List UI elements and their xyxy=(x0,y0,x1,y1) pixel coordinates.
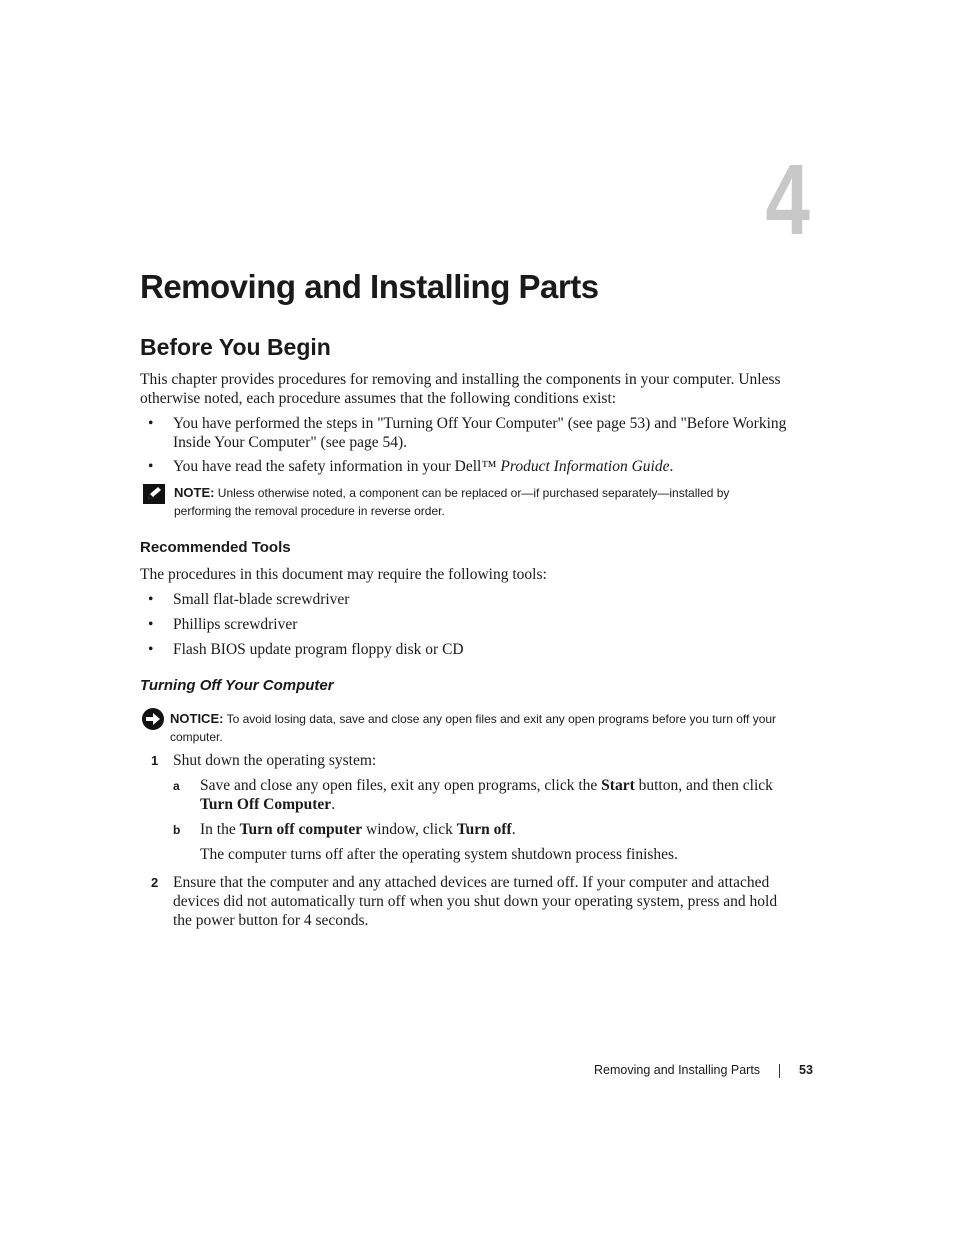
bullet: • xyxy=(148,458,154,475)
notice-callout xyxy=(170,710,780,746)
footer-separator xyxy=(779,1064,780,1078)
bullet: • xyxy=(148,616,154,633)
section-title: Before You Begin xyxy=(140,334,331,360)
pencil-note-icon xyxy=(143,484,165,504)
list-item xyxy=(148,615,798,634)
list-item xyxy=(148,590,798,609)
chapter-number: 4 xyxy=(765,144,810,256)
condition-text: You have performed the steps in "Turning Off Your Computer" (see page 53) and "Before Working Inside Your Computer" (see page 54). xyxy=(173,415,787,451)
chapter-title: Removing and Installing Parts xyxy=(140,268,599,305)
start-button-ref: Start xyxy=(601,777,635,794)
step-text: Ensure that the computer and any attached devices are turned off. If your computer and attached devices did not automatically turn off when you shut down your operating system, press and hold the power button for 4 seconds. xyxy=(173,874,778,929)
substep-text: Save and close any open files, exit any open programs, click the Start button, and then click Turn Off Computer. xyxy=(200,777,773,813)
turn-off-ref: Turn off xyxy=(456,821,512,838)
step-number: 1 xyxy=(151,753,159,768)
page-number: 53 xyxy=(799,1063,813,1077)
tool-item: Phillips screwdriver xyxy=(173,616,298,633)
list-item xyxy=(148,414,793,452)
list-item xyxy=(148,457,793,476)
substep-letter: a xyxy=(173,779,180,793)
bullet: • xyxy=(148,641,154,658)
notice-label: NOTICE: xyxy=(170,711,224,726)
tools-heading: Recommended Tools xyxy=(140,539,291,556)
tools-intro: The procedures in this document may require the following tools: xyxy=(140,566,547,583)
substep-text: In the Turn off computer window, click Turn off. xyxy=(200,821,516,838)
list-item xyxy=(148,640,798,659)
bullet: • xyxy=(148,415,154,432)
note-label: NOTE: xyxy=(174,485,215,500)
section-intro: This chapter provides procedures for removing and installing the components in your computer. Unless otherwise noted, each procedure assumes that the following conditions exist: xyxy=(140,371,781,407)
turn-off-heading: Turning Off Your Computer xyxy=(140,677,334,694)
note-callout xyxy=(174,484,784,520)
notice-text: To avoid losing data, save and close any open files and exit any open programs before you turn off your computer. xyxy=(170,712,777,744)
tool-item: Flash BIOS update program floppy disk or CD xyxy=(173,641,464,658)
notice-arrow-icon xyxy=(141,707,165,731)
condition-text: You have read the safety information in your Dell™ Product Information Guide. xyxy=(173,458,674,475)
substep-followup: The computer turns off after the operating system shutdown process finishes. xyxy=(200,846,678,863)
bullet: • xyxy=(148,591,154,608)
footer-title: Removing and Installing Parts xyxy=(594,1063,761,1077)
step-text: Shut down the operating system: xyxy=(173,752,377,769)
turn-off-computer-window-ref: Turn off computer xyxy=(239,821,363,838)
note-text: Unless otherwise noted, a component can be replaced or—if purchased separately—installed by performing the removal procedure in reverse order. xyxy=(174,486,730,518)
step-number: 2 xyxy=(151,875,159,890)
tool-item: Small flat-blade screwdriver xyxy=(173,591,350,608)
turn-off-computer-ref: Turn Off Computer xyxy=(200,796,332,813)
substep-letter: b xyxy=(173,823,181,837)
